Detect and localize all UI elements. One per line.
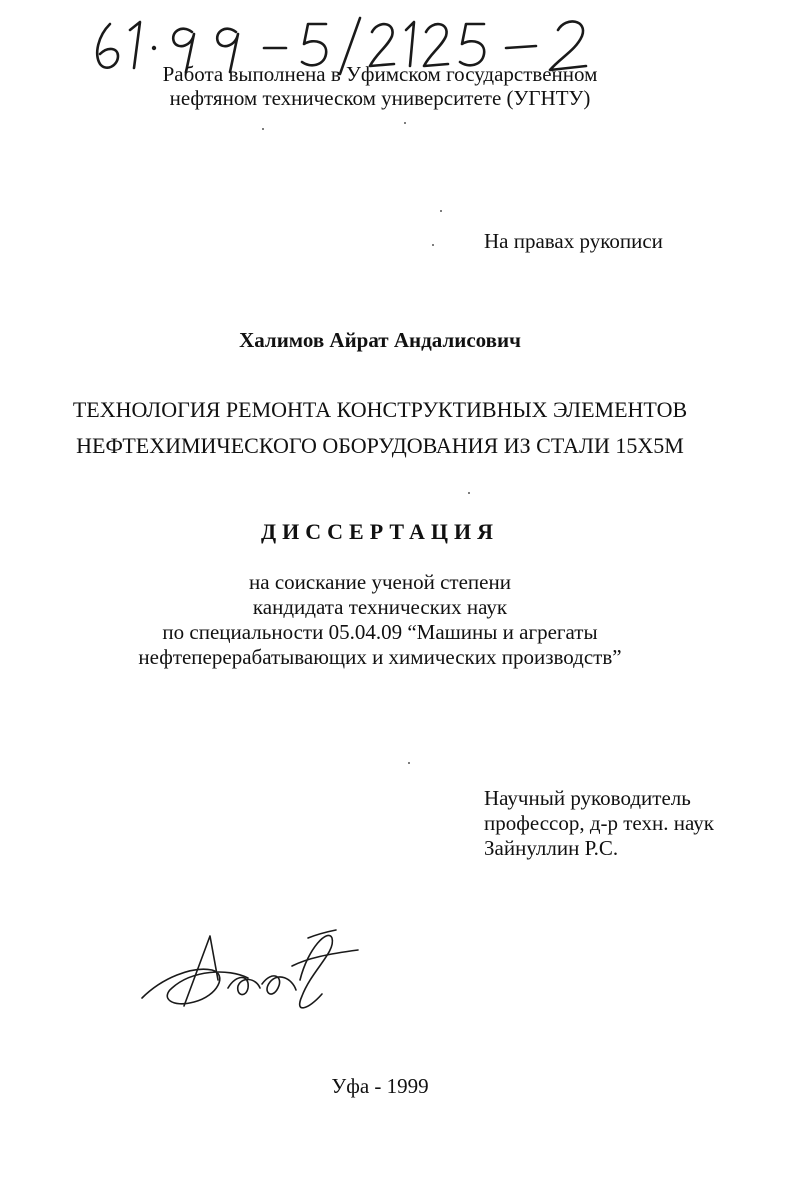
degree-line-3: по специальности 05.04.09 “Машины и агрегаты (162, 620, 598, 644)
scan-speck (262, 128, 264, 130)
supervisor-line-3: Зайнуллин Р.С. (484, 836, 619, 860)
scan-speck (408, 762, 410, 764)
document-type: ДИССЕРТАЦИЯ (261, 519, 499, 544)
scan-speck (468, 492, 470, 494)
thesis-title-line-2: НЕФТЕХИМИЧЕСКОГО ОБОРУДОВАНИЯ ИЗ СТАЛИ 15Х5М (76, 433, 684, 458)
thesis-title-line-1: ТЕХНОЛОГИЯ РЕМОНТА КОНСТРУКТИВНЫХ ЭЛЕМЕНТОВ (72, 397, 688, 422)
author-name: Халимов Айрат Андалисович (239, 328, 521, 352)
supervisor-line-2: профессор, д-р техн. наук (484, 811, 714, 835)
supervisor-line-1: Научный руководитель (484, 786, 691, 810)
degree-line-2: кандидата технических наук (252, 595, 508, 619)
author-signature (132, 918, 372, 1028)
scan-speck (404, 122, 406, 124)
degree-line-1: на соискание ученой степени (249, 570, 511, 594)
institution-line-1: Работа выполнена в Уфимском государственном (162, 62, 598, 86)
degree-line-4: нефтеперерабатывающих и химических производств” (138, 645, 622, 669)
scan-speck (432, 244, 434, 246)
rights-note: На правах рукописи (484, 229, 663, 253)
institution-line-2: нефтяном техническом университете (УГНТУ) (169, 86, 591, 110)
handwritten-number-text: 61· 99-5/2125-2 (88, 10, 95, 11)
place-and-year: Уфа - 1999 (331, 1074, 429, 1098)
scan-speck (440, 210, 442, 212)
